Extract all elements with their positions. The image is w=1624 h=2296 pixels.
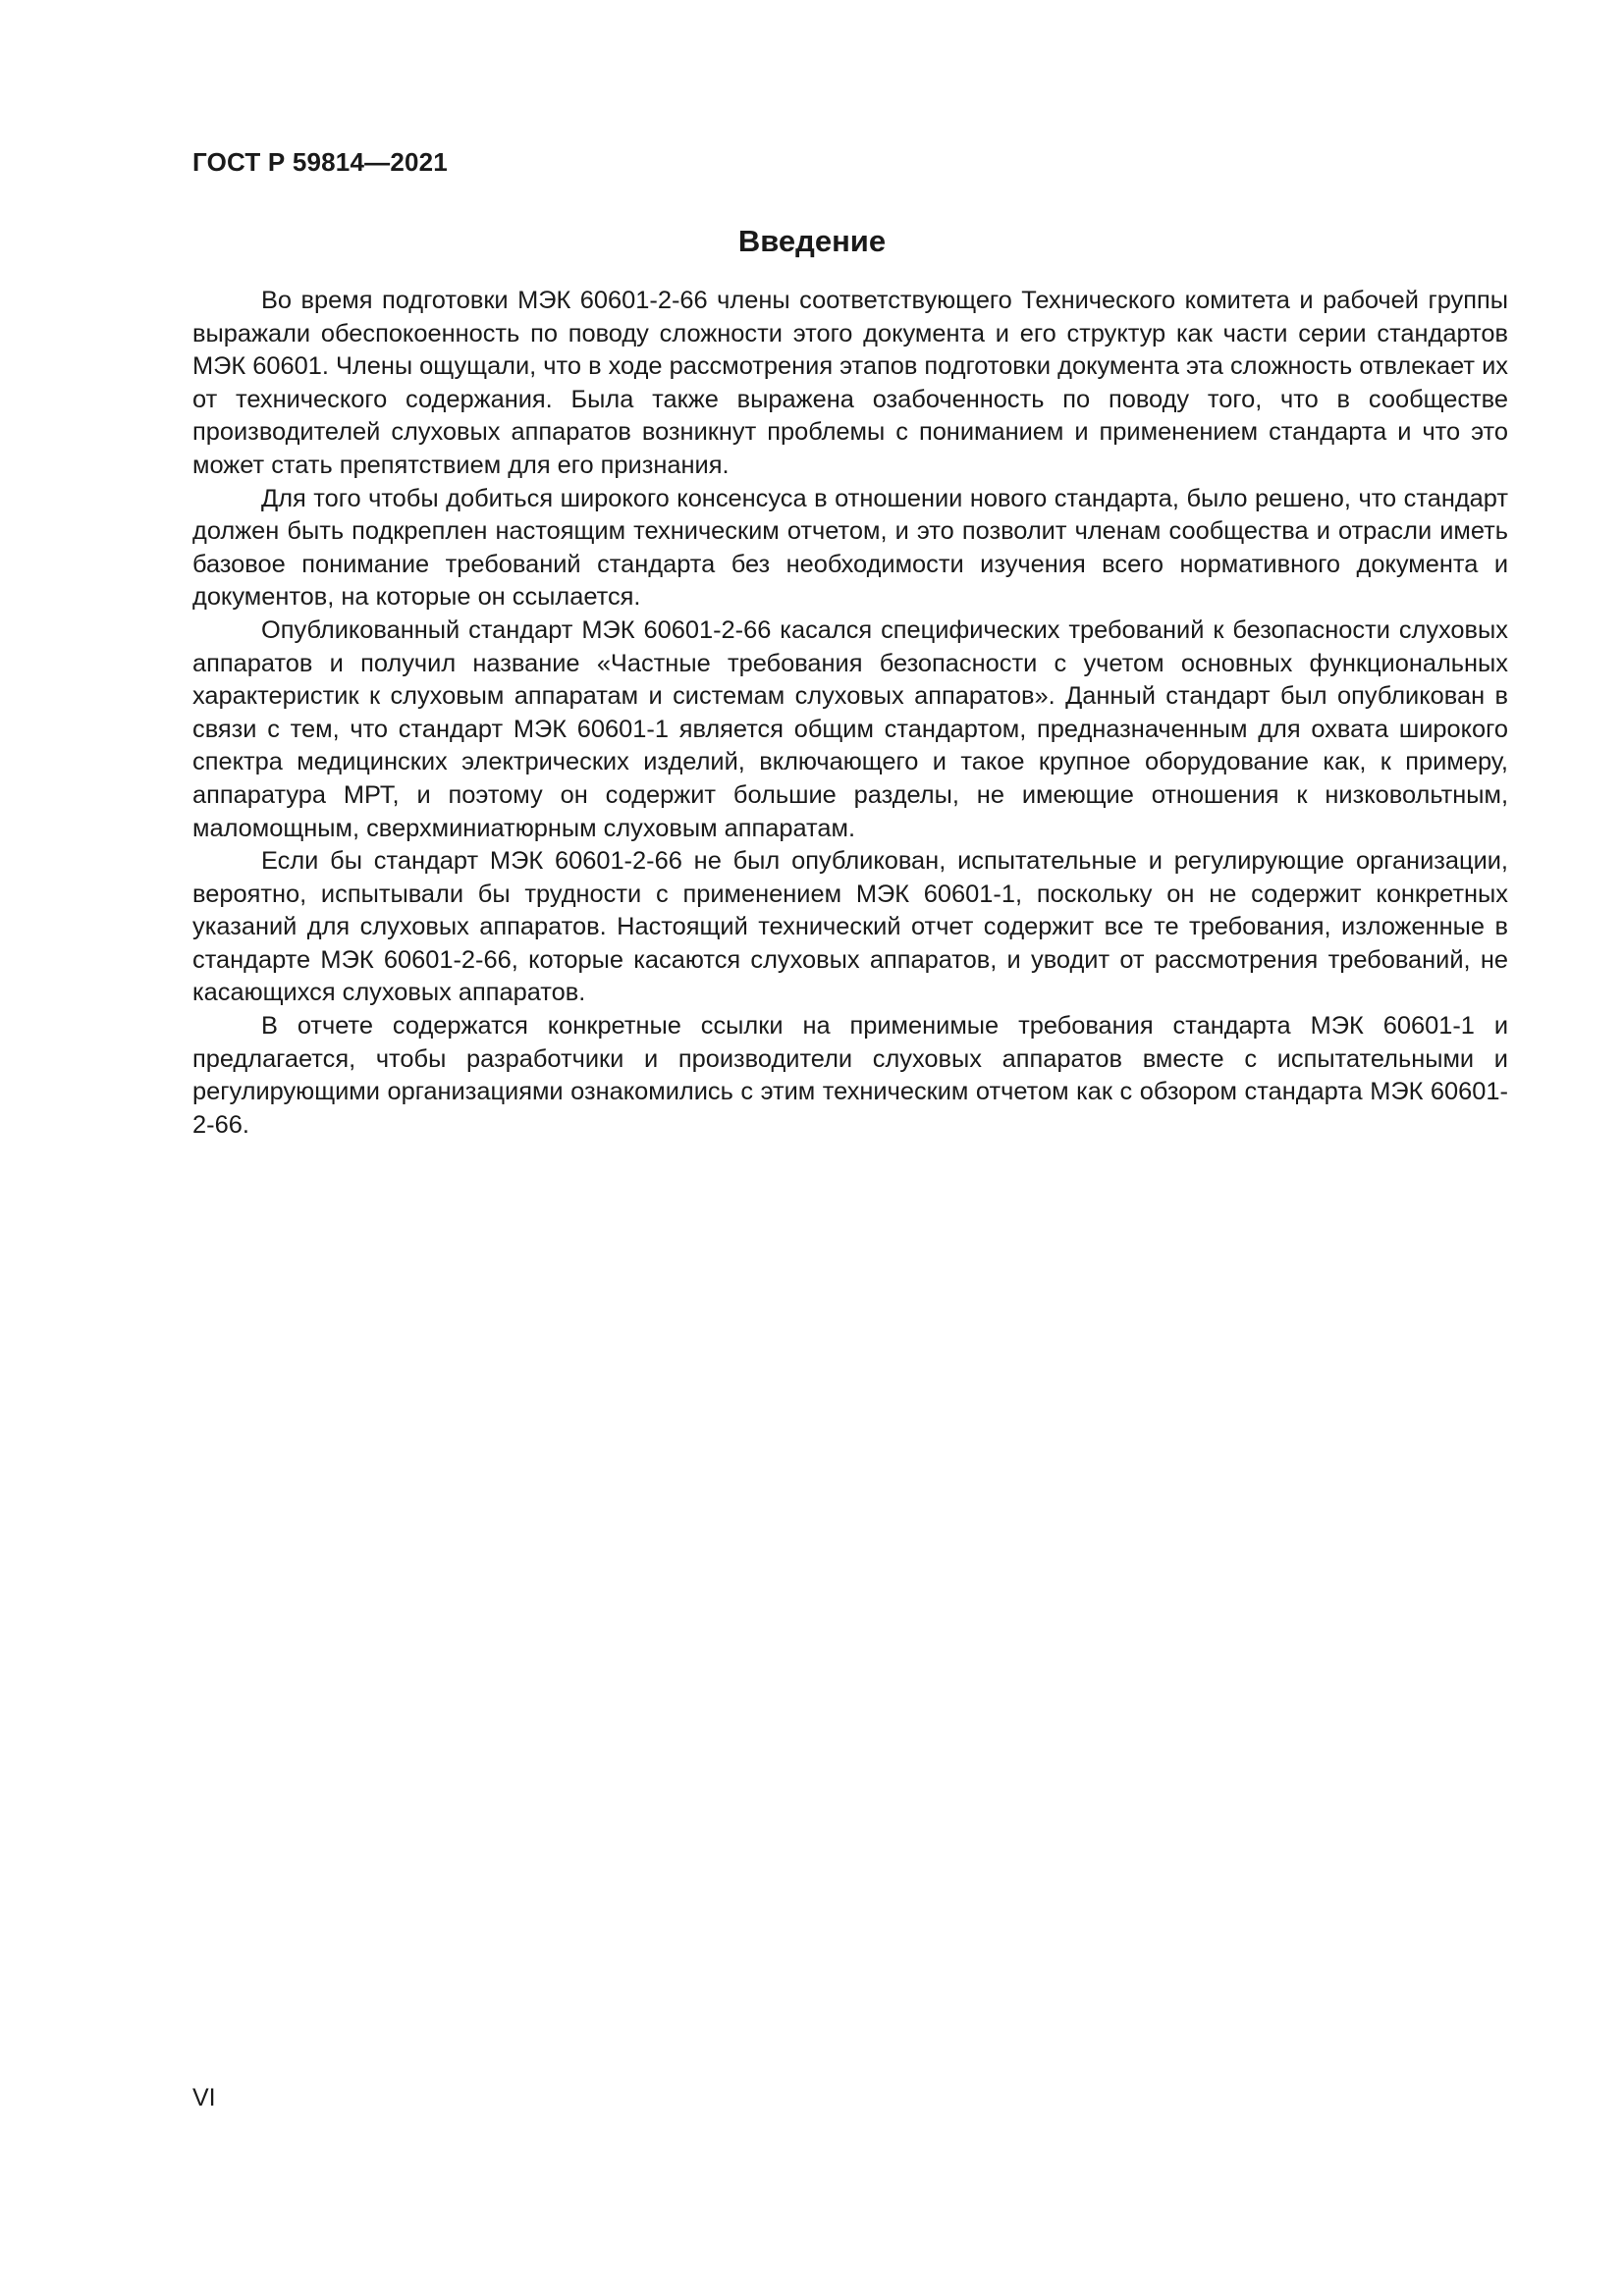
section-title: Введение bbox=[737, 224, 887, 258]
paragraph-2: Для того чтобы добиться широкого консенсуса в отношении нового стандарта, было решено, что стандарт должен быть подкреплен настоящим техническим отчетом, и это позволит членам сообщества и отрасли иметь базовое понимание требований стандарта без необходимости изучения всего нормативного документа и документов, на которые он ссылается. bbox=[192, 484, 1508, 612]
document-code: ГОСТ Р 59814—2021 bbox=[192, 147, 448, 177]
section-body bbox=[192, 285, 1508, 1142]
paragraph-5: В отчете содержатся конкретные ссылки на применимые требования стандарта МЭК 60601-1 и предлагается, чтобы разработчики и производители слуховых аппаратов вместе с испытательными и регулирующими организациями ознакомились с этим техническим отчетом как с обзором стандарта МЭК 60601-2-66. bbox=[192, 1012, 1508, 1139]
page-number: VI bbox=[192, 2084, 216, 2111]
paragraph-1: Во время подготовки МЭК 60601-2-66 члены соответствующего Технического комитета и рабочей группы выражали обеспокоенность по поводу сложности этого документа и его структур как части серии стандартов МЭК 60601. Члены ощущали, что в ходе рассмотрения этапов подготовки документа эта сложность отвлекает их от технического содержания. Была также выражена озабоченность по поводу того, что в сообществе производителей слуховых аппаратов возникнут проблемы с пониманием и применением стандарта и что это может стать препятствием для его признания. bbox=[192, 287, 1508, 479]
paragraph-3: Опубликованный стандарт МЭК 60601-2-66 касался специфических требований к безопасности слуховых аппаратов и получил название «Частные требования безопасности с учетом основных функциональных характеристик к слуховым аппаратам и системам слуховых аппаратов». Данный стандарт был опубликован в связи с тем, что стандарт МЭК 60601-1 является общим стандартом, предназначенным для охвата широкого спектра медицинских электрических изделий, включающего и такое крупное оборудование как, к примеру, аппаратура МРТ, и поэтому он содержит большие разделы, не имеющие отношения к низковольтным, маломощным, сверхминиатюрным слуховым аппаратам. bbox=[192, 615, 1508, 842]
paragraph-4: Если бы стандарт МЭК 60601-2-66 не был опубликован, испытательные и регулирующие организации, вероятно, испытывали бы трудности с применением МЭК 60601-1, поскольку он не содержит конкретных указаний для слуховых аппаратов. Настоящий технический отчет содержит все те требования, изложенные в стандарте МЭК 60601-2-66, которые касаются слуховых аппаратов, и уводит от рассмотрения требований, не касающихся слуховых аппаратов. bbox=[192, 847, 1508, 1007]
